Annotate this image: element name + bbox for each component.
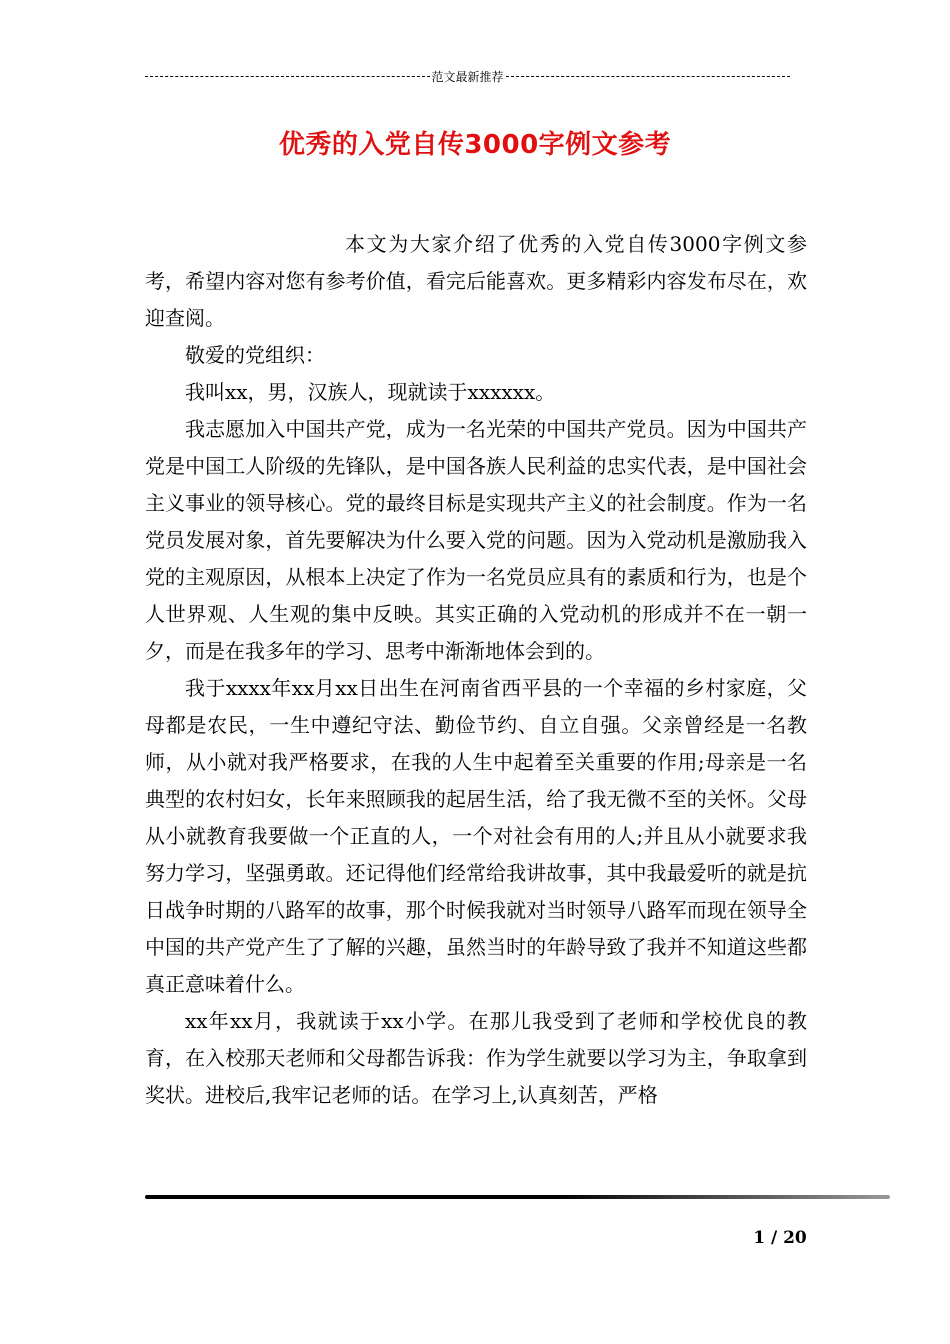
header-label: 范文最新推荐 [431,69,504,84]
header-dash-left [145,76,430,77]
self-intro-paragraph: 我叫xx，男，汉族人，现就读于xxxxxx。 [185,380,556,404]
page-number: 1 / 20 [753,1228,807,1248]
intro-paragraph: 本文为大家介绍了优秀的入党自传3000字例文参考，希望内容对您有参考价值，看完后能喜欢。更多精彩内容发布尽在，欢迎查阅。 [145,232,807,330]
footer-divider [145,1195,890,1199]
body-paragraph: xx年xx月，我就读于xx小学。在那儿我受到了老师和学校优良的教育，在入校那天老师和父母都告诉我：作为学生就要以学习为主，争取拿到奖状。进校后,我牢记老师的话。在学习上,认真刻苦，严格 [145,1009,807,1107]
document-body [145,226,807,1114]
body-paragraph: 我于xxxx年xx月xx日出生在河南省西平县的一个幸福的乡村家庭，父母都是农民，一生中遵纪守法、勤俭节约、自立自强。父亲曾经是一名教师，从小就对我严格要求，在我的人生中起着至关重要的作用;母亲是一名典型的农村妇女，长年来照顾我的起居生活，给了我无微不至的关怀。父母从小就教育我要做一个正直的人，一个对社会有用的人;并且从小就要求我努力学习，坚强勇敢。还记得他们经常给我讲故事，其中我最爱听的就是抗日战争时期的八路军的故事，那个时候我就对当时领导八路军而现在领导全中国的共产党产生了了解的兴趣，虽然当时的年龄导致了我并不知道这些都真正意味着什么。 [145,676,807,996]
salutation-paragraph: 敬爱的党组织： [185,343,325,367]
page-header [145,66,790,86]
header-dash-right [506,76,791,77]
document-title: 优秀的入党自传3000字例文参考 [278,130,672,160]
body-paragraph: 我志愿加入中国共产党，成为一名光荣的中国共产党员。因为中国共产党是中国工人阶级的先锋队，是中国各族人民利益的忠实代表，是中国社会主义事业的领导核心。党的最终目标是实现共产主义的社会制度。作为一名党员发展对象，首先要解决为什么要入党的问题。因为入党动机是激励我入党的主观原因，从根本上决定了作为一名党员应具有的素质和行为，也是个人世界观、人生观的集中反映。其实正确的入党动机的形成并不在一朝一夕，而是在我多年的学习、思考中渐渐地体会到的。 [145,417,807,663]
